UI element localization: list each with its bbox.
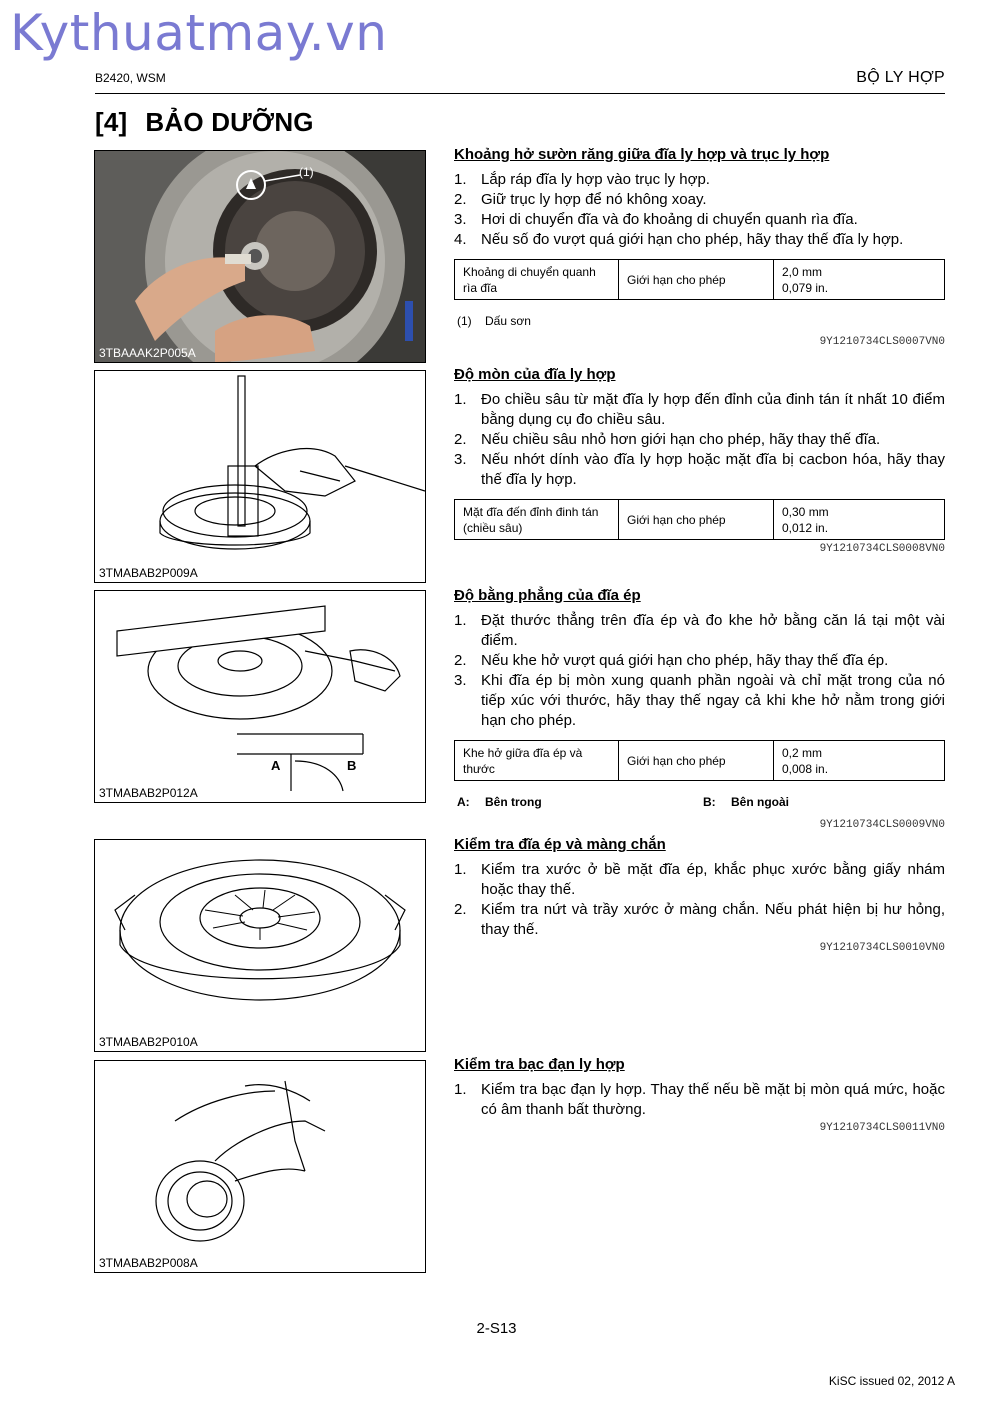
step-list	[454, 390, 945, 490]
note-text: Dấu sơn	[485, 314, 531, 328]
step-list	[454, 860, 945, 940]
figure-pressure-plate-flatness	[94, 590, 426, 803]
straightedge-illustration	[95, 591, 425, 802]
spec-type: Giới hạn cho phép	[619, 260, 774, 300]
doc-code: 9Y1210734CLS0011VN0	[819, 1122, 945, 1134]
note	[454, 314, 945, 328]
figure-caption: 3TMABAB2P010A	[99, 1035, 198, 1049]
header-chapter: BỘ LY HỢP	[856, 69, 945, 86]
step-item: 1. Kiểm tra xước ở bề mặt đĩa ép, khắc phục xước bằng giấy nhám hoặc thay thế.	[454, 861, 945, 898]
legend-a-text: Bên trong	[485, 795, 542, 809]
legend-b: B:	[703, 795, 716, 809]
legend-ab	[454, 795, 945, 811]
spec-table	[454, 259, 945, 300]
figure-label-a: A	[271, 758, 281, 773]
block-flatness	[454, 587, 945, 831]
figure-pressure-plate-diaphragm	[94, 839, 426, 1052]
diaphragm-illustration	[95, 840, 425, 1051]
block-heading: Khoảng hở sườn răng giữa đĩa ly hợp và trục ly hợp	[454, 146, 830, 163]
block-diaphragm	[454, 836, 945, 954]
spec-table	[454, 740, 945, 781]
figure-clutch-backlash	[94, 150, 426, 363]
block-heading: Kiểm tra đĩa ép và màng chắn	[454, 836, 666, 853]
spec-table	[454, 499, 945, 540]
figure-caption: 3TBAAAK2P005A	[99, 346, 196, 360]
figure-label-b: B	[347, 758, 357, 773]
step-list	[454, 611, 945, 731]
figure-caption: 3TMABAB2P008A	[99, 1256, 198, 1270]
section-title	[95, 107, 314, 138]
block-heading: Độ bằng phẳng của đĩa ép	[454, 587, 641, 604]
spec-type: Giới hạn cho phép	[619, 500, 774, 540]
step-list	[454, 170, 945, 250]
section-name: BẢO DƯỠNG	[145, 107, 314, 137]
step-list	[454, 1080, 945, 1120]
header-rule	[95, 93, 945, 94]
figure-callout-1: (1)	[299, 165, 314, 179]
step-item: 2. Kiểm tra nứt và trầy xước ở màng chắn. Nếu phát hiện bị hư hỏng, thay thế.	[454, 901, 945, 938]
block-release-bearing	[454, 1056, 945, 1134]
spec-item: Khe hở giữa đĩa ép và thước	[455, 741, 619, 781]
block-clutch-wear	[454, 366, 945, 555]
step-item: 1. Đo chiều sâu từ mặt đĩa ly hợp đến đỉnh của đinh tán ít nhất 10 điểm bằng dụng cụ đo chiều sâu.	[454, 391, 945, 428]
figure-caption: 3TMABAB2P012A	[99, 786, 198, 800]
section-number: [4]	[95, 107, 128, 137]
figure-release-bearing	[94, 1060, 426, 1273]
block-heading: Độ mòn của đĩa ly hợp	[454, 366, 616, 383]
spec-type: Giới hạn cho phép	[619, 741, 774, 781]
depth-gauge-illustration	[95, 371, 425, 582]
page-number: 2-S13	[476, 1320, 517, 1337]
figure-clutch-wear	[94, 370, 426, 583]
block-heading: Kiểm tra bạc đạn ly hợp	[454, 1056, 625, 1073]
spec-value: 0,30 mm 0,012 in.	[774, 500, 945, 540]
watermark: Kythuatmay.vn	[10, 4, 388, 62]
figure-caption: 3TMABAB2P009A	[99, 566, 198, 580]
legend-b-text: Bên ngoài	[731, 795, 790, 809]
spec-value: 0,2 mm 0,008 in.	[774, 741, 945, 781]
step-item: 1. Đặt thước thẳng trên đĩa ép và đo khe hở bằng căn lá tại một vài điểm.	[454, 612, 945, 649]
header-model: B2420, WSM	[95, 71, 166, 85]
step-item: 2. Nếu khe hở vượt quá giới hạn cho phép, hãy thay thế đĩa ép.	[454, 652, 889, 669]
block-backlash	[454, 146, 945, 348]
step-item: 1. Kiểm tra bạc đạn ly hợp. Thay thế nếu bề mặt bị mòn quá mức, hoặc có âm thanh bất thường.	[454, 1081, 945, 1118]
doc-code: 9Y1210734CLS0010VN0	[819, 942, 945, 954]
step-item: 4. Nếu số đo vượt quá giới hạn cho phép, hãy thay thế đĩa ly hợp.	[454, 231, 904, 248]
bearing-illustration	[95, 1061, 425, 1272]
doc-code: 9Y1210734CLS0007VN0	[819, 336, 945, 348]
note-label: (1)	[457, 314, 472, 328]
step-item: 2. Nếu chiều sâu nhỏ hơn giới hạn cho phép, hãy thay thế đĩa.	[454, 431, 881, 448]
step-item: 3. Hơi di chuyển đĩa và đo khoảng di chuyển quanh rìa đĩa.	[454, 211, 858, 228]
doc-code: 9Y1210734CLS0008VN0	[819, 543, 945, 555]
legend-a: A:	[457, 795, 470, 809]
step-item: 2. Giữ trục ly hợp để nó không xoay.	[454, 191, 707, 208]
step-item: 3. Khi đĩa ép bị mòn xung quanh phần ngoài và chỉ mặt trong của nó tiếp xúc với thước, hãy thay thế ngay cả khi khe hở nằm trong giới hạn cho phép.	[454, 672, 945, 729]
clutch-photo-illustration	[95, 151, 425, 362]
step-item: 1. Lắp ráp đĩa ly hợp vào trục ly hợp.	[454, 171, 710, 188]
spec-item: Khoảng di chuyển quanh rìa đĩa	[455, 260, 619, 300]
issue-note: KiSC issued 02, 2012 A	[828, 1374, 955, 1388]
doc-code: 9Y1210734CLS0009VN0	[819, 819, 945, 831]
spec-item: Mặt đĩa đến đỉnh đinh tán (chiều sâu)	[455, 500, 619, 540]
step-item: 3. Nếu nhớt dính vào đĩa ly hợp hoặc mặt đĩa bị cacbon hóa, hãy thay thế đĩa ly hợp.	[454, 451, 945, 488]
spec-value: 2,0 mm 0,079 in.	[774, 260, 945, 300]
